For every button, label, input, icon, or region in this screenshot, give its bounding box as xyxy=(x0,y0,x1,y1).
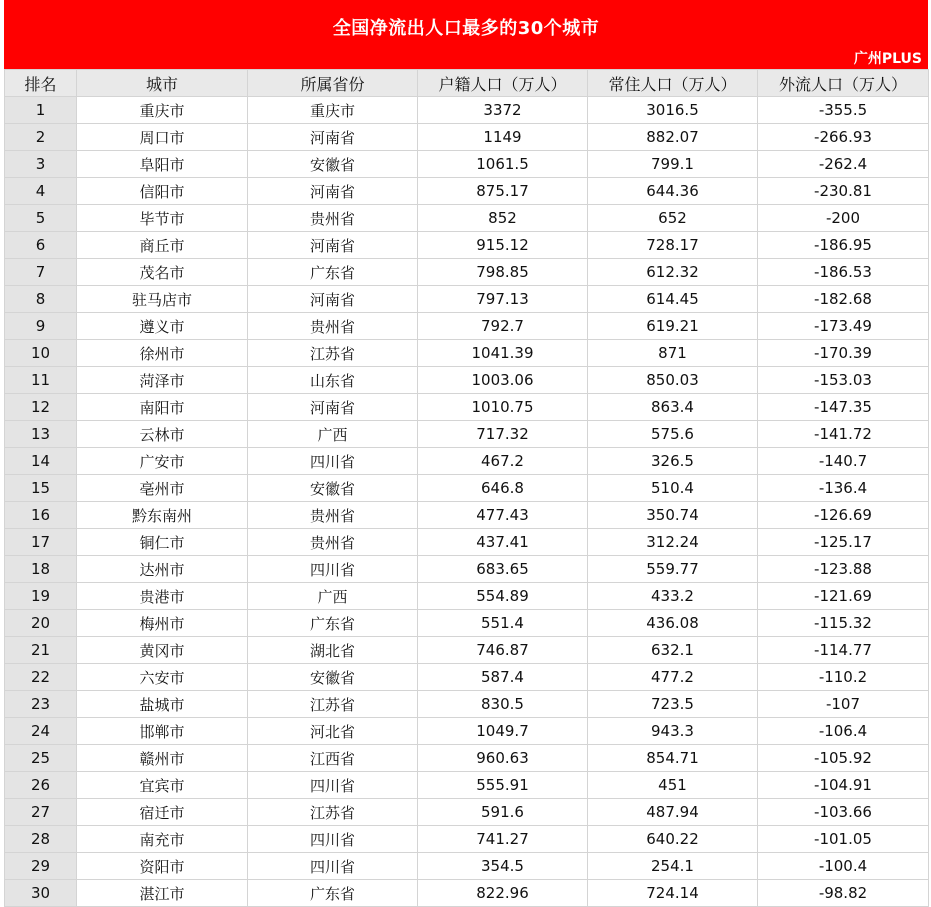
table-row xyxy=(5,313,929,340)
outflow-pop-cell[interactable]: -200 xyxy=(758,205,929,232)
outflow-pop-cell[interactable]: -355.5 xyxy=(758,97,929,124)
rank-cell[interactable]: 22 xyxy=(5,664,77,691)
outflow-pop-cell[interactable]: -105.92 xyxy=(758,745,929,772)
rank-cell[interactable]: 23 xyxy=(5,691,77,718)
resident-pop-cell[interactable]: 614.45 xyxy=(588,286,758,313)
resident-pop-cell[interactable]: 728.17 xyxy=(588,232,758,259)
rank-cell[interactable]: 20 xyxy=(5,610,77,637)
registered-pop-cell[interactable]: 477.43 xyxy=(418,502,588,529)
rank-cell[interactable]: 6 xyxy=(5,232,77,259)
city-cell[interactable]: 徐州市 xyxy=(77,340,248,367)
registered-pop-cell[interactable]: 717.32 xyxy=(418,421,588,448)
rank-cell[interactable]: 10 xyxy=(5,340,77,367)
resident-pop-cell[interactable]: 882.07 xyxy=(588,124,758,151)
outflow-pop-cell[interactable]: -123.88 xyxy=(758,556,929,583)
outflow-pop-cell[interactable]: -115.32 xyxy=(758,610,929,637)
province-cell[interactable]: 广东省 xyxy=(248,610,418,637)
registered-pop-cell[interactable]: 1049.7 xyxy=(418,718,588,745)
table-row xyxy=(5,448,929,475)
table-row xyxy=(5,475,929,502)
city-cell[interactable]: 贵港市 xyxy=(77,583,248,610)
resident-pop-cell[interactable]: 799.1 xyxy=(588,151,758,178)
city-cell[interactable]: 资阳市 xyxy=(77,853,248,880)
rank-cell[interactable]: 9 xyxy=(5,313,77,340)
header-rank[interactable]: 排名 xyxy=(5,70,77,97)
city-cell[interactable]: 毕节市 xyxy=(77,205,248,232)
rank-cell[interactable]: 29 xyxy=(5,853,77,880)
outflow-pop-cell[interactable]: -141.72 xyxy=(758,421,929,448)
header-row xyxy=(5,70,929,97)
outflow-pop-cell[interactable]: -136.4 xyxy=(758,475,929,502)
table-row xyxy=(5,799,929,826)
rank-cell[interactable]: 27 xyxy=(5,799,77,826)
table-row xyxy=(5,124,929,151)
city-cell[interactable]: 菏泽市 xyxy=(77,367,248,394)
resident-pop-cell[interactable]: 632.1 xyxy=(588,637,758,664)
table-row xyxy=(5,286,929,313)
outflow-pop-cell[interactable]: -262.4 xyxy=(758,151,929,178)
rank-cell[interactable]: 15 xyxy=(5,475,77,502)
city-cell[interactable]: 铜仁市 xyxy=(77,529,248,556)
province-cell[interactable]: 四川省 xyxy=(248,772,418,799)
rank-cell[interactable]: 24 xyxy=(5,718,77,745)
outflow-pop-cell[interactable]: -121.69 xyxy=(758,583,929,610)
outflow-pop-cell[interactable]: -114.77 xyxy=(758,637,929,664)
resident-pop-cell[interactable]: 451 xyxy=(588,772,758,799)
table-row xyxy=(5,259,929,286)
resident-pop-cell[interactable]: 3016.5 xyxy=(588,97,758,124)
rank-cell[interactable]: 18 xyxy=(5,556,77,583)
outflow-pop-cell[interactable]: -182.68 xyxy=(758,286,929,313)
resident-pop-cell[interactable]: 559.77 xyxy=(588,556,758,583)
registered-pop-cell[interactable]: 830.5 xyxy=(418,691,588,718)
registered-pop-cell[interactable]: 3372 xyxy=(418,97,588,124)
resident-pop-cell[interactable]: 871 xyxy=(588,340,758,367)
resident-pop-cell[interactable]: 575.6 xyxy=(588,421,758,448)
rank-cell[interactable]: 30 xyxy=(5,880,77,907)
rank-cell[interactable]: 11 xyxy=(5,367,77,394)
province-cell[interactable]: 河北省 xyxy=(248,718,418,745)
city-cell[interactable]: 宿迁市 xyxy=(77,799,248,826)
registered-pop-cell[interactable]: 683.65 xyxy=(418,556,588,583)
city-cell[interactable]: 周口市 xyxy=(77,124,248,151)
city-cell[interactable]: 梅州市 xyxy=(77,610,248,637)
province-cell[interactable]: 河南省 xyxy=(248,124,418,151)
table-row xyxy=(5,205,929,232)
population-table xyxy=(4,69,929,907)
table-row xyxy=(5,745,929,772)
outflow-pop-cell[interactable]: -100.4 xyxy=(758,853,929,880)
registered-pop-cell[interactable]: 354.5 xyxy=(418,853,588,880)
province-cell[interactable]: 江苏省 xyxy=(248,340,418,367)
registered-pop-cell[interactable]: 646.8 xyxy=(418,475,588,502)
table-row xyxy=(5,691,929,718)
registered-pop-cell[interactable]: 467.2 xyxy=(418,448,588,475)
registered-pop-cell[interactable]: 551.4 xyxy=(418,610,588,637)
resident-pop-cell[interactable]: 723.5 xyxy=(588,691,758,718)
resident-pop-cell[interactable]: 510.4 xyxy=(588,475,758,502)
table-row xyxy=(5,664,929,691)
registered-pop-cell[interactable]: 555.91 xyxy=(418,772,588,799)
city-cell[interactable]: 湛江市 xyxy=(77,880,248,907)
resident-pop-cell[interactable]: 619.21 xyxy=(588,313,758,340)
resident-pop-cell[interactable]: 854.71 xyxy=(588,745,758,772)
province-cell[interactable]: 广西 xyxy=(248,583,418,610)
city-cell[interactable]: 茂名市 xyxy=(77,259,248,286)
registered-pop-cell[interactable]: 792.7 xyxy=(418,313,588,340)
registered-pop-cell[interactable]: 741.27 xyxy=(418,826,588,853)
registered-pop-cell[interactable]: 915.12 xyxy=(418,232,588,259)
rank-cell[interactable]: 4 xyxy=(5,178,77,205)
resident-pop-cell[interactable]: 612.32 xyxy=(588,259,758,286)
resident-pop-cell[interactable]: 652 xyxy=(588,205,758,232)
province-cell[interactable]: 贵州省 xyxy=(248,502,418,529)
resident-pop-cell[interactable]: 863.4 xyxy=(588,394,758,421)
table-row xyxy=(5,178,929,205)
outflow-pop-cell[interactable]: -266.93 xyxy=(758,124,929,151)
registered-pop-cell[interactable]: 587.4 xyxy=(418,664,588,691)
registered-pop-cell[interactable]: 1003.06 xyxy=(418,367,588,394)
outflow-pop-cell[interactable]: -147.35 xyxy=(758,394,929,421)
outflow-pop-cell[interactable]: -104.91 xyxy=(758,772,929,799)
rank-cell[interactable]: 17 xyxy=(5,529,77,556)
rank-cell[interactable]: 14 xyxy=(5,448,77,475)
city-cell[interactable]: 邯郸市 xyxy=(77,718,248,745)
city-cell[interactable]: 广安市 xyxy=(77,448,248,475)
city-cell[interactable]: 商丘市 xyxy=(77,232,248,259)
table-row xyxy=(5,772,929,799)
table-body xyxy=(5,97,929,907)
resident-pop-cell[interactable]: 640.22 xyxy=(588,826,758,853)
city-cell[interactable]: 阜阳市 xyxy=(77,151,248,178)
outflow-pop-cell[interactable]: -98.82 xyxy=(758,880,929,907)
outflow-pop-cell[interactable]: -186.95 xyxy=(758,232,929,259)
province-cell[interactable]: 安徽省 xyxy=(248,151,418,178)
registered-pop-cell[interactable]: 591.6 xyxy=(418,799,588,826)
table-row xyxy=(5,583,929,610)
province-cell[interactable]: 贵州省 xyxy=(248,529,418,556)
outflow-pop-cell[interactable]: -170.39 xyxy=(758,340,929,367)
outflow-pop-cell[interactable]: -125.17 xyxy=(758,529,929,556)
resident-pop-cell[interactable]: 433.2 xyxy=(588,583,758,610)
province-cell[interactable]: 河南省 xyxy=(248,178,418,205)
city-cell[interactable]: 南充市 xyxy=(77,826,248,853)
registered-pop-cell[interactable]: 797.13 xyxy=(418,286,588,313)
resident-pop-cell[interactable]: 644.36 xyxy=(588,178,758,205)
rank-cell[interactable]: 12 xyxy=(5,394,77,421)
rank-cell[interactable]: 1 xyxy=(5,97,77,124)
outflow-pop-cell[interactable]: -153.03 xyxy=(758,367,929,394)
registered-pop-cell[interactable]: 1149 xyxy=(418,124,588,151)
title-banner xyxy=(4,0,928,69)
city-cell[interactable]: 黔东南州 xyxy=(77,502,248,529)
rank-cell[interactable]: 19 xyxy=(5,583,77,610)
table-row xyxy=(5,421,929,448)
resident-pop-cell[interactable]: 326.5 xyxy=(588,448,758,475)
rank-cell[interactable]: 26 xyxy=(5,772,77,799)
city-cell[interactable]: 亳州市 xyxy=(77,475,248,502)
outflow-pop-cell[interactable]: -140.7 xyxy=(758,448,929,475)
outflow-pop-cell[interactable]: -107 xyxy=(758,691,929,718)
province-cell[interactable]: 河南省 xyxy=(248,394,418,421)
header-city[interactable]: 城市 xyxy=(77,70,248,97)
province-cell[interactable]: 贵州省 xyxy=(248,313,418,340)
rank-cell[interactable]: 7 xyxy=(5,259,77,286)
rank-cell[interactable]: 16 xyxy=(5,502,77,529)
province-cell[interactable]: 广西 xyxy=(248,421,418,448)
city-cell[interactable]: 信阳市 xyxy=(77,178,248,205)
table-row xyxy=(5,826,929,853)
city-cell[interactable]: 重庆市 xyxy=(77,97,248,124)
rank-cell[interactable]: 21 xyxy=(5,637,77,664)
table-row xyxy=(5,97,929,124)
rank-cell[interactable]: 28 xyxy=(5,826,77,853)
table-row xyxy=(5,529,929,556)
resident-pop-cell[interactable]: 254.1 xyxy=(588,853,758,880)
table-row xyxy=(5,556,929,583)
resident-pop-cell[interactable]: 350.74 xyxy=(588,502,758,529)
province-cell[interactable]: 四川省 xyxy=(248,448,418,475)
province-cell[interactable]: 广东省 xyxy=(248,259,418,286)
registered-pop-cell[interactable]: 554.89 xyxy=(418,583,588,610)
registered-pop-cell[interactable]: 875.17 xyxy=(418,178,588,205)
city-cell[interactable]: 驻马店市 xyxy=(77,286,248,313)
outflow-pop-cell[interactable]: -173.49 xyxy=(758,313,929,340)
registered-pop-cell[interactable]: 852 xyxy=(418,205,588,232)
rank-cell[interactable]: 5 xyxy=(5,205,77,232)
resident-pop-cell[interactable]: 850.03 xyxy=(588,367,758,394)
outflow-pop-cell[interactable]: -186.53 xyxy=(758,259,929,286)
table-row xyxy=(5,232,929,259)
rank-cell[interactable]: 3 xyxy=(5,151,77,178)
outflow-pop-cell[interactable]: -110.2 xyxy=(758,664,929,691)
province-cell[interactable]: 贵州省 xyxy=(248,205,418,232)
registered-pop-cell[interactable]: 1010.75 xyxy=(418,394,588,421)
outflow-pop-cell[interactable]: -230.81 xyxy=(758,178,929,205)
province-cell[interactable]: 四川省 xyxy=(248,826,418,853)
resident-pop-cell[interactable]: 436.08 xyxy=(588,610,758,637)
table-row xyxy=(5,394,929,421)
city-cell[interactable]: 遵义市 xyxy=(77,313,248,340)
table-row xyxy=(5,610,929,637)
province-cell[interactable]: 安徽省 xyxy=(248,664,418,691)
table-row xyxy=(5,502,929,529)
header-outflow-pop[interactable]: 外流人口（万人） xyxy=(758,70,929,97)
city-cell[interactable]: 黄冈市 xyxy=(77,637,248,664)
rank-cell[interactable]: 2 xyxy=(5,124,77,151)
city-cell[interactable]: 宜宾市 xyxy=(77,772,248,799)
outflow-pop-cell[interactable]: -126.69 xyxy=(758,502,929,529)
province-cell[interactable]: 河南省 xyxy=(248,232,418,259)
province-cell[interactable]: 四川省 xyxy=(248,853,418,880)
table-row xyxy=(5,151,929,178)
province-cell[interactable]: 江苏省 xyxy=(248,799,418,826)
province-cell[interactable]: 广东省 xyxy=(248,880,418,907)
table-title: 全国净流出人口最多的30个城市 xyxy=(332,18,600,39)
province-cell[interactable]: 山东省 xyxy=(248,367,418,394)
city-cell[interactable]: 云林市 xyxy=(77,421,248,448)
outflow-pop-cell[interactable]: -103.66 xyxy=(758,799,929,826)
rank-cell[interactable]: 25 xyxy=(5,745,77,772)
registered-pop-cell[interactable]: 822.96 xyxy=(418,880,588,907)
table-row xyxy=(5,367,929,394)
registered-pop-cell[interactable]: 1061.5 xyxy=(418,151,588,178)
table-row xyxy=(5,340,929,367)
resident-pop-cell[interactable]: 724.14 xyxy=(588,880,758,907)
header-province[interactable]: 所属省份 xyxy=(248,70,418,97)
resident-pop-cell[interactable]: 943.3 xyxy=(588,718,758,745)
rank-cell[interactable]: 8 xyxy=(5,286,77,313)
resident-pop-cell[interactable]: 487.94 xyxy=(588,799,758,826)
registered-pop-cell[interactable]: 798.85 xyxy=(418,259,588,286)
table-row xyxy=(5,718,929,745)
city-cell[interactable]: 南阳市 xyxy=(77,394,248,421)
header-resident-pop[interactable]: 常住人口（万人） xyxy=(588,70,758,97)
registered-pop-cell[interactable]: 960.63 xyxy=(418,745,588,772)
province-cell[interactable]: 安徽省 xyxy=(248,475,418,502)
province-cell[interactable]: 重庆市 xyxy=(248,97,418,124)
city-cell[interactable]: 赣州市 xyxy=(77,745,248,772)
outflow-pop-cell[interactable]: -101.05 xyxy=(758,826,929,853)
resident-pop-cell[interactable]: 477.2 xyxy=(588,664,758,691)
resident-pop-cell[interactable]: 312.24 xyxy=(588,529,758,556)
registered-pop-cell[interactable]: 437.41 xyxy=(418,529,588,556)
rank-cell[interactable]: 13 xyxy=(5,421,77,448)
city-cell[interactable]: 六安市 xyxy=(77,664,248,691)
outflow-pop-cell[interactable]: -106.4 xyxy=(758,718,929,745)
city-cell[interactable]: 盐城市 xyxy=(77,691,248,718)
city-cell[interactable]: 达州市 xyxy=(77,556,248,583)
province-cell[interactable]: 湖北省 xyxy=(248,637,418,664)
province-cell[interactable]: 江西省 xyxy=(248,745,418,772)
table-row xyxy=(5,853,929,880)
table-row xyxy=(5,880,929,907)
registered-pop-cell[interactable]: 746.87 xyxy=(418,637,588,664)
province-cell[interactable]: 四川省 xyxy=(248,556,418,583)
province-cell[interactable]: 江苏省 xyxy=(248,691,418,718)
registered-pop-cell[interactable]: 1041.39 xyxy=(418,340,588,367)
header-registered-pop[interactable]: 户籍人口（万人） xyxy=(418,70,588,97)
brand-label: 广州PLUS xyxy=(853,51,922,67)
province-cell[interactable]: 河南省 xyxy=(248,286,418,313)
table-row xyxy=(5,637,929,664)
